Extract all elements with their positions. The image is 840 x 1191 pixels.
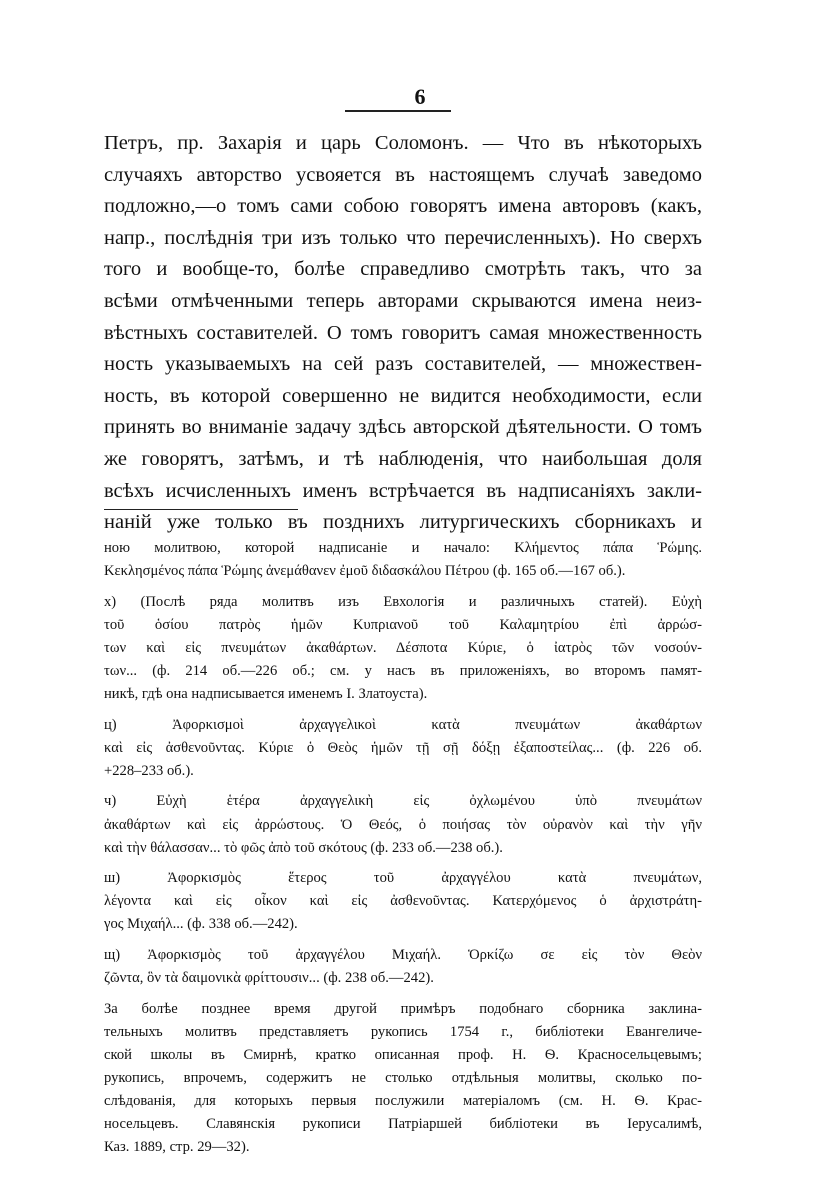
main-text-line: принять во вниманіе задачу здѣсь авторской дѣятельности. О томъ	[104, 416, 702, 439]
page-number: 6	[414, 84, 426, 109]
main-text-line: ность, въ которой совершенно не видится необходимости, если	[104, 384, 702, 407]
header-rule	[345, 110, 451, 112]
footnote-line: τοῦ ὁσίου πατρὸς ἡμῶν Κυπριανοῦ τοῦ Καλαμητρίου ἐπὶ ἀρρώσ-	[104, 616, 702, 633]
footnote-line: καὶ τὴν θάλασσαν... τὸ φῶς ἀπὸ τοῦ σκότους (ф. 233 об.—238 об.).	[104, 839, 503, 856]
main-text-block	[104, 128, 702, 539]
footnote-item-shch	[104, 944, 702, 990]
footnote-line: των... (ф. 214 об.—226 об.; см. у насъ въ приложеніяхъ, во второмъ памят-	[104, 662, 702, 679]
main-text-line: вѣстныхъ составителей. О томъ говоритъ самая множественность	[104, 321, 702, 344]
footnote-item-ts	[104, 714, 702, 783]
footnote-continuation	[104, 537, 702, 583]
footnote-line: никѣ, гдѣ она надписывается именемъ І. Златоуста).	[104, 686, 428, 703]
footnote-line: των καὶ εἰς πνευμάτων ἀκαθάρτων. Δέσποτα Κύριε, ὁ ἰατρὸς τῶν νοσούν-	[104, 639, 702, 656]
footnote-line: слѣдованія, для которыхъ первыя послужили матеріаломъ (см. Н. Ѳ. Крас-	[104, 1093, 702, 1110]
footnote-line: ἀκαθάρτων καὶ εἰς ἀρρώστους. Ὁ Θεός, ὁ ποιήσας τὸν οὐρανὸν καὶ τὴν γῆν	[104, 816, 702, 833]
main-text-line: наній уже только въ позднихъ литургическихъ сборникахъ и	[104, 511, 702, 534]
main-text-line: подложно,—о томъ сами собою говорятъ имена авторовъ (какъ,	[104, 195, 702, 218]
footnote-line: +228–233 об.).	[104, 762, 194, 779]
footnote-separator	[104, 509, 298, 510]
main-text-line: же говорятъ, затѣмъ, и тѣ наблюденія, что наибольшая доля	[104, 447, 702, 470]
footnote-line: ζῶντα, ὃν τὰ δαιμονικὰ φρίττουσιν... (ф. 238 об.—242).	[104, 970, 434, 987]
footnote-line: ною молитвою, которой надписаніе и начало: Κλήμεντος πάπα Ῥώμης.	[104, 540, 702, 556]
footnote-line: ц) Ἀφορκισμοὶ ἀρχαγγελικοὶ κατὰ πνευμάτων ἀκαθάρτων	[104, 716, 702, 733]
footnote-line: Κεκλησμένος πάπα Ῥώμης ἀνεμάθανεν ἐμοῦ διδασκάλου Πέτρου (ф. 165 об.—167 об.).	[104, 563, 626, 580]
footnote-line: γος Μιχαήλ... (ф. 338 об.—242).	[104, 916, 298, 933]
footnote-item-kh	[104, 591, 702, 706]
footnote-line: ской школы въ Смирнѣ, кратко описанная проф. Н. Ѳ. Красносельцевымъ;	[104, 1046, 702, 1063]
main-text-line: напр., послѣднія три изъ только что перечисленныхъ). Но сверхъ	[104, 226, 702, 249]
main-text-line: случаяхъ авторство усвояется въ настоящемъ случаѣ заведомо	[104, 163, 702, 186]
main-text-line: Петръ, пр. Захарія и царь Соломонъ. — Что въ нѣкоторыхъ	[104, 132, 702, 154]
footnote-line: ш) Ἀφορκισμὸς ἕτερος τοῦ ἀρχαγγέλου κατὰ πνευμάτων,	[104, 870, 702, 887]
footnote-line: тельныхъ молитвъ представляетъ рукопись 1754 г., библіотеки Евангеличе-	[104, 1023, 702, 1040]
footnote-paragraph	[104, 998, 702, 1160]
footnote-line: щ) Ἀφορκισμὸς τοῦ ἀρχαγγέλου Μιχαήλ. Ὁρκίζω σε εἰς τὸν Θεὸν	[104, 947, 702, 963]
main-text-line: всѣхъ исчисленныхъ именъ встрѣчается въ надписаніяхъ закли-	[104, 479, 702, 502]
footnote-line: носельцевъ. Славянскія рукописи Патріаршей библіотеки въ Іерусалимѣ,	[104, 1116, 702, 1133]
footnote-line: х) (Послѣ ряда молитвъ изъ Евхологія и различныхъ статей). Εὐχὴ	[104, 593, 702, 610]
footnote-item-sh	[104, 867, 702, 936]
footnote-line: Каз. 1889, стр. 29—32).	[104, 1139, 250, 1156]
footnotes-block	[104, 537, 702, 1159]
footnote-line: λέγοντα καὶ εἰς οἶκον καὶ εἰς ἀσθενοῦντας. Κατερχόμενος ὁ ἀρχιστράτη-	[104, 893, 702, 910]
main-text-line: всѣми отмѣченными теперь авторами скрываются имена неиз-	[104, 289, 702, 312]
footnote-line: За болѣе позднее время другой примѣръ подобнаго сборника заклина-	[104, 1000, 702, 1017]
footnote-item-ch	[104, 790, 702, 859]
main-text-line: того и вообще-то, болѣе справедливо смотрѣть такъ, что за	[104, 258, 702, 281]
footnote-line: καὶ εἰς ἀσθενοῦντας. Κύριε ὁ Θεὸς ἡμῶν τῇ σῇ δόξῃ ἐξαποστείλας... (ф. 226 об.	[104, 739, 702, 756]
footnote-line: рукопись, впрочемъ, содержитъ не столько отдѣльныя молитвы, сколько по-	[104, 1069, 702, 1086]
main-text-line: ность указываемыхъ на сей разъ составителей, — множествен-	[104, 353, 702, 376]
footnote-line: ч) Εὐχὴ ἑτέρα ἀρχαγγελικὴ εἰς ὀχλωμένου ὑπὸ πνευμάτων	[104, 793, 702, 810]
